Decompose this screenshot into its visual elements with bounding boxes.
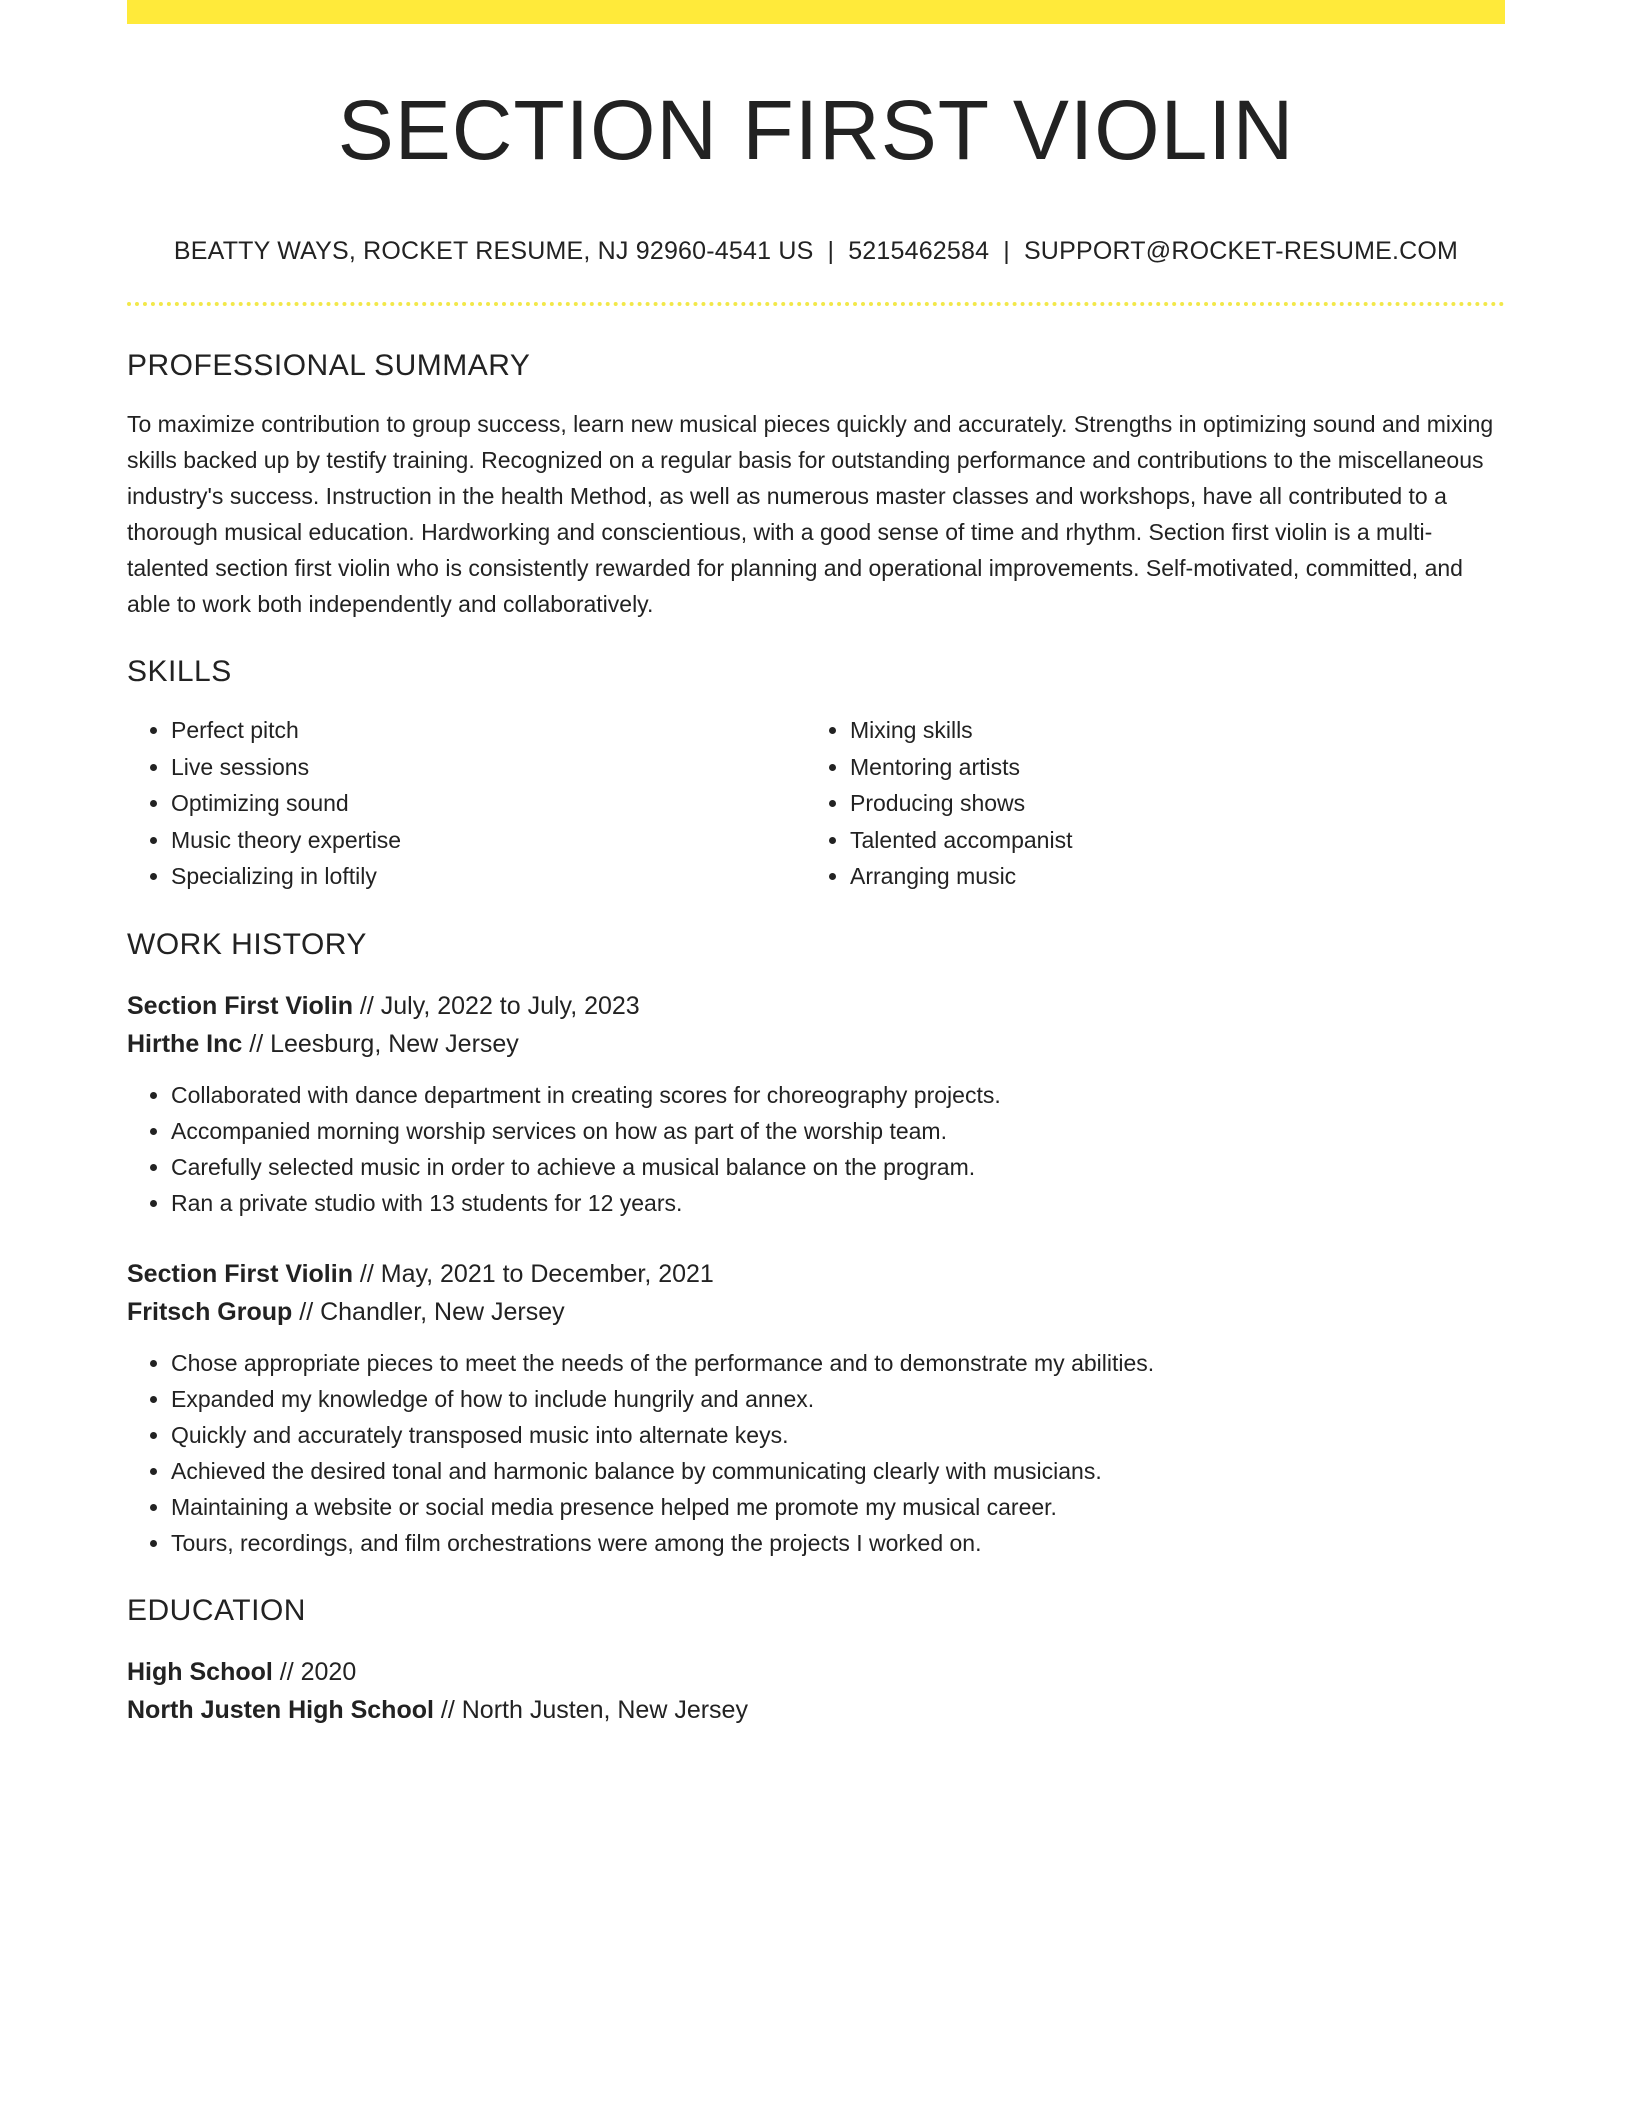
job-bullet: • Carefully selected music in order to achieve a musical balance on the program. bbox=[171, 1149, 1505, 1185]
contact-separator: | bbox=[1003, 237, 1010, 265]
resume-page bbox=[127, 0, 1505, 1729]
education-degree: High School bbox=[127, 1657, 273, 1686]
job-bullet: • Expanded my knowledge of how to include hungrily and annex. bbox=[171, 1381, 1505, 1417]
job-company: Fritsch Group bbox=[127, 1297, 293, 1326]
job-title-line bbox=[127, 1255, 1505, 1293]
contact-phone: 5215462584 bbox=[848, 237, 990, 265]
education-degree-line bbox=[127, 1653, 1505, 1691]
skill-item: • Producing shows bbox=[850, 785, 1485, 822]
job-dates: // July, 2022 to July, 2023 bbox=[352, 991, 640, 1020]
job-bullet: • Ran a private studio with 13 students for 12 years. bbox=[171, 1185, 1505, 1221]
job-bullet: • Quickly and accurately transposed music into alternate keys. bbox=[171, 1417, 1505, 1453]
job-company-line bbox=[127, 1293, 1505, 1331]
education-heading: EDUCATION bbox=[127, 1593, 306, 1627]
education-school: North Justen High School bbox=[127, 1695, 434, 1724]
education-school-line bbox=[127, 1691, 1505, 1729]
skills-column-1 bbox=[127, 712, 806, 895]
accent-bar bbox=[127, 0, 1505, 24]
job-entry bbox=[127, 987, 1505, 1221]
skill-item: • Mentoring artists bbox=[850, 749, 1485, 786]
contact-email: SUPPORT@ROCKET-RESUME.COM bbox=[1023, 237, 1459, 265]
skill-item: • Mixing skills bbox=[850, 712, 1485, 749]
skill-item: • Perfect pitch bbox=[171, 712, 806, 749]
education-year: // 2020 bbox=[272, 1657, 357, 1686]
job-role: Section First Violin bbox=[127, 1259, 353, 1288]
summary-text: To maximize contribution to group success, learn new musical pieces quickly and accurately. Strengths in optimizing sound and mixing skills backed up by testify training. Recognized on a regular basis for outstanding performance and contributions to the miscellaneous industry's success. Instruction in the health Method, as well as numerous master classes and workshops, have all contributed to a thorough musical education. Hardworking and conscientious, with a good sense of time and rhythm. Section first violin is a multi-talented section first violin who is consistently rewarded for planning and operational improvements. Self-motivated, committed, and able to work both independently and collaboratively. bbox=[127, 411, 1494, 617]
contact-separator: | bbox=[827, 237, 835, 265]
skill-item: • Talented accompanist bbox=[850, 822, 1485, 859]
job-bullet: • Tours, recordings, and film orchestrations were among the projects I worked on. bbox=[171, 1525, 1505, 1561]
job-bullet: • Maintaining a website or social media presence helped me promote my musical career. bbox=[171, 1489, 1505, 1525]
header-divider bbox=[127, 302, 1505, 306]
job-company-line bbox=[127, 1025, 1505, 1063]
skill-item: • Optimizing sound bbox=[171, 785, 806, 822]
education-entry bbox=[127, 1653, 1505, 1729]
skills-column-2 bbox=[806, 712, 1485, 895]
job-bullet: • Accompanied morning worship services on how as part of the worship team. bbox=[171, 1113, 1505, 1149]
summary-heading: PROFESSIONAL SUMMARY bbox=[127, 349, 531, 382]
skill-item: • Live sessions bbox=[171, 749, 806, 786]
job-location: // Leesburg, New Jersey bbox=[242, 1029, 519, 1058]
skills-list bbox=[127, 712, 1505, 895]
job-role: Section First Violin bbox=[127, 991, 353, 1020]
contact-line bbox=[127, 236, 1505, 266]
job-company: Hirthe Inc bbox=[127, 1029, 243, 1058]
job-bullets bbox=[127, 1345, 1505, 1561]
education-location: // North Justen, New Jersey bbox=[433, 1695, 748, 1724]
work-history-heading: WORK HISTORY bbox=[127, 927, 367, 961]
job-entry bbox=[127, 1255, 1505, 1561]
job-bullet: • Collaborated with dance department in creating scores for choreography projects. bbox=[171, 1077, 1505, 1113]
job-dates: // May, 2021 to December, 2021 bbox=[352, 1259, 714, 1288]
skills-heading: SKILLS bbox=[127, 655, 232, 688]
job-bullet: • Achieved the desired tonal and harmonic balance by communicating clearly with musicians. bbox=[171, 1453, 1505, 1489]
job-title-line bbox=[127, 987, 1505, 1025]
skill-item: • Specializing in loftily bbox=[171, 858, 806, 895]
skill-item: • Arranging music bbox=[850, 858, 1485, 895]
job-location: // Chandler, New Jersey bbox=[292, 1297, 565, 1326]
contact-address: BEATTY WAYS, ROCKET RESUME, NJ 92960-4541 US bbox=[173, 237, 814, 265]
job-bullet: • Chose appropriate pieces to meet the needs of the performance and to demonstrate my abilities. bbox=[171, 1345, 1505, 1381]
candidate-name: SECTION FIRST VIOLIN bbox=[337, 83, 1295, 177]
job-bullets bbox=[127, 1077, 1505, 1221]
skill-item: • Music theory expertise bbox=[171, 822, 806, 859]
